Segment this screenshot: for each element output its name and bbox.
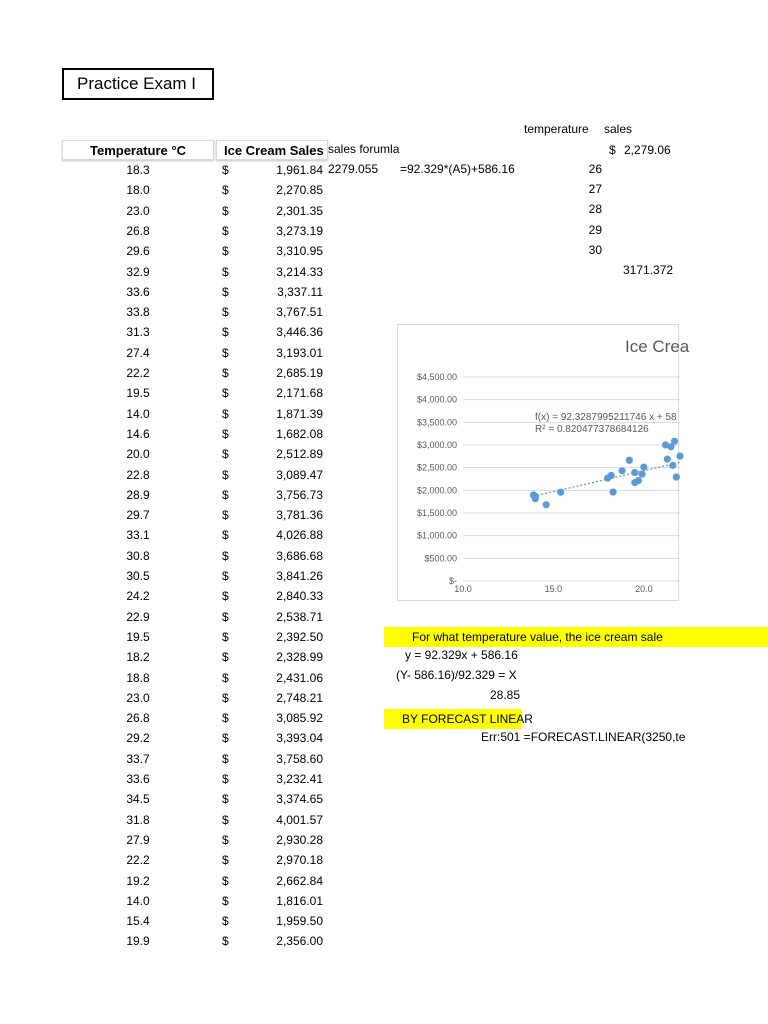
table-row	[0, 485, 340, 505]
prediction-temp-cell[interactable]: 27	[588, 182, 602, 196]
currency-symbol: $	[222, 426, 229, 441]
forecast-highlight[interactable]	[384, 709, 533, 729]
data-point	[669, 462, 676, 469]
temperature-cell[interactable]: 33.6	[126, 284, 150, 299]
temperature-cell[interactable]: 27.4	[126, 345, 150, 360]
currency-symbol: $	[222, 366, 229, 380]
sales-cell[interactable]: 3,686.68	[276, 548, 323, 563]
sales-cell[interactable]: 2,662.84	[276, 873, 323, 888]
temperature-cell[interactable]: 33.7	[126, 751, 150, 766]
currency-symbol: $	[222, 934, 229, 949]
temperature-cell[interactable]: 26.8	[126, 711, 150, 726]
data-point	[638, 471, 645, 478]
currency-symbol: $	[222, 670, 229, 685]
sales-cell[interactable]: 3,393.04	[276, 731, 323, 746]
question-text: For what temperature value, the ice cream sale	[412, 630, 663, 644]
sales-cell[interactable]: 2,431.06	[276, 670, 323, 685]
sales-cell[interactable]: 3,232.41	[276, 772, 323, 786]
temperature-cell[interactable]: 18.3	[126, 163, 150, 177]
table-row	[0, 546, 340, 566]
x-tick-label: 10.0	[454, 584, 472, 594]
forecast-label: BY FORECAST LINEAR	[402, 712, 533, 726]
currency-symbol: $	[222, 264, 229, 279]
currency-symbol: $	[222, 853, 229, 868]
y-tick-label: $3,500.00	[416, 417, 457, 428]
sheet-title[interactable]: Practice Exam I	[62, 68, 214, 100]
currency-symbol: $	[222, 731, 229, 746]
table-row	[0, 789, 340, 809]
data-point	[619, 467, 626, 474]
sales-cell[interactable]: 2,970.18	[276, 853, 323, 868]
table-row	[0, 668, 340, 688]
table-row	[0, 749, 340, 769]
sales-cell[interactable]: 2,930.28	[276, 832, 323, 847]
prediction-temp-cell[interactable]: 28	[588, 202, 602, 216]
sales-cell[interactable]: 3,214.33	[276, 264, 323, 279]
sales-formula-label[interactable]: sales forumla	[328, 142, 400, 156]
temperature-cell[interactable]: 19.2	[126, 873, 150, 888]
currency-symbol: $	[222, 325, 229, 340]
header-temperature[interactable]: Temperature °C	[62, 140, 214, 160]
y-tick-label: $2,000.00	[416, 485, 457, 496]
trendline-r2: R² = 0.820477378684126	[535, 424, 649, 435]
currency-symbol: $	[222, 528, 229, 543]
sales-cell[interactable]: 3,193.01	[276, 345, 323, 360]
currency-symbol: $	[222, 711, 229, 726]
sales-cell[interactable]: 2,392.50	[276, 629, 323, 644]
sales-cell[interactable]: 2,356.00	[276, 934, 323, 949]
currency-symbol: $	[222, 893, 229, 908]
currency-symbol: $	[222, 203, 229, 218]
temperature-cell[interactable]: 14.6	[126, 426, 150, 441]
data-point	[640, 463, 647, 470]
currency-symbol: $	[222, 873, 229, 888]
currency-symbol: $	[222, 244, 229, 259]
sales-cell[interactable]: 4,001.57	[276, 812, 323, 827]
temperature-cell[interactable]: 15.4	[126, 914, 150, 929]
currency-symbol: $	[222, 914, 229, 929]
y-tick-label: $3,000.00	[416, 440, 457, 450]
y-tick-label: $-	[448, 576, 457, 586]
currency-symbol: $	[222, 386, 229, 401]
currency-symbol: $	[222, 629, 229, 644]
temperature-cell[interactable]: 22.2	[126, 853, 150, 868]
data-point	[530, 491, 537, 498]
currency-symbol: $	[222, 163, 229, 177]
sales-cell[interactable]: 2,685.19	[276, 366, 323, 380]
sales-formula-value[interactable]: 2279.055	[328, 162, 379, 176]
forecast-result[interactable]: Err:501 =FORECAST.LINEAR(3250,te	[481, 730, 686, 744]
sales-cell[interactable]: 3,758.60	[276, 751, 323, 766]
sales-cell[interactable]: 3,089.47	[276, 467, 323, 482]
temperature-cell[interactable]: 31.8	[126, 812, 150, 827]
table-row	[0, 607, 340, 627]
temperature-cell[interactable]: 19.5	[126, 386, 150, 401]
currency-symbol: $	[222, 589, 229, 604]
currency-symbol: $	[222, 772, 229, 786]
temperature-cell[interactable]: 26.8	[126, 223, 150, 238]
sales-cell[interactable]: 3,310.95	[276, 244, 323, 259]
table-row	[0, 647, 340, 667]
prediction-temperature-header[interactable]: temperature	[524, 122, 589, 136]
temperature-cell[interactable]: 14.0	[126, 406, 150, 421]
table-row	[0, 262, 340, 282]
question-rearranged[interactable]: (Y- 586.16)/92.329 = X	[396, 668, 517, 682]
prediction-sales-header[interactable]: sales	[604, 122, 633, 136]
sales-cell[interactable]: 2,171.68	[276, 386, 323, 401]
currency-symbol: $	[222, 609, 229, 624]
temperature-cell[interactable]: 29.2	[126, 731, 150, 746]
temperature-cell[interactable]: 34.5	[126, 792, 150, 807]
sales-cell[interactable]: 2,748.21	[276, 690, 323, 705]
currency-symbol: $	[222, 812, 229, 827]
temperature-cell[interactable]: 14.0	[126, 893, 150, 908]
currency-symbol: $	[222, 183, 229, 198]
sales-cell[interactable]: 3,085.92	[276, 711, 323, 726]
data-point	[673, 474, 680, 481]
currency-symbol: $	[222, 487, 229, 502]
table-row	[0, 404, 340, 424]
y-tick-label: $1,000.00	[416, 530, 457, 541]
sales-cell[interactable]: 3,273.19	[276, 223, 323, 238]
temperature-cell[interactable]: 33.6	[126, 772, 150, 786]
table-row	[0, 363, 340, 383]
sales-cell[interactable]: 1,816.01	[276, 893, 323, 908]
table-row	[0, 180, 340, 200]
sales-formula-text[interactable]: =92.329*(A5)+586.16	[400, 162, 515, 176]
currency-symbol: $	[222, 508, 229, 523]
temperature-cell[interactable]: 18.8	[126, 670, 150, 685]
x-tick-label: 20.0	[635, 584, 653, 594]
currency-symbol: $	[222, 467, 229, 482]
data-point	[676, 453, 683, 460]
temperature-cell[interactable]: 28.9	[126, 487, 150, 502]
sales-cell[interactable]: 2,301.35	[276, 203, 323, 218]
sales-cell[interactable]: 2,328.99	[276, 650, 323, 665]
table-row	[0, 931, 340, 951]
table-row	[0, 160, 340, 180]
table-row	[0, 850, 340, 870]
sales-cell[interactable]: 2,840.33	[276, 589, 323, 604]
sales-cell[interactable]: 2,538.71	[276, 609, 323, 624]
currency-symbol: $	[222, 406, 229, 421]
table-row	[0, 424, 340, 444]
y-tick-label: $500.00	[424, 553, 457, 564]
prediction-temp-cell[interactable]: 29	[588, 223, 602, 237]
prediction-sales-value[interactable]: 2,279.06	[624, 143, 671, 157]
temperature-cell[interactable]: 24.2	[126, 589, 150, 604]
data-point	[543, 501, 550, 508]
table-row	[0, 221, 340, 241]
y-tick-label: $4,000.00	[416, 394, 457, 405]
table-row	[0, 505, 340, 525]
table-row	[0, 830, 340, 850]
sales-cell[interactable]: 3,446.36	[276, 325, 323, 340]
data-point	[626, 457, 633, 464]
table-row	[0, 465, 340, 485]
table-row	[0, 688, 340, 708]
table-row	[0, 343, 340, 363]
table-row	[0, 911, 340, 931]
table-row	[0, 566, 340, 586]
temperature-cell[interactable]: 32.9	[126, 264, 150, 279]
scatter-chart[interactable]	[397, 324, 690, 601]
currency-symbol: $	[222, 284, 229, 299]
temperature-cell[interactable]: 30.5	[126, 569, 150, 583]
question-equation[interactable]: y = 92.329x + 586.16	[405, 648, 518, 662]
temperature-cell[interactable]: 18.2	[126, 650, 150, 665]
temperature-cell[interactable]: 18.0	[126, 183, 150, 198]
table-row	[0, 871, 340, 891]
temperature-cell[interactable]: 20.0	[126, 447, 150, 462]
currency-symbol: $	[222, 690, 229, 705]
table-row	[0, 728, 340, 748]
table-row	[0, 891, 340, 911]
prediction-temp-cell[interactable]: 30	[588, 243, 602, 257]
table-row	[0, 444, 340, 464]
y-tick-label: $1,500.00	[416, 508, 457, 518]
sales-cell[interactable]: 3,841.26	[276, 569, 323, 583]
temperature-cell[interactable]: 19.9	[126, 934, 150, 949]
header-ice-cream-sales[interactable]: Ice Cream Sales	[216, 140, 328, 160]
sales-cell[interactable]: 1,871.39	[276, 406, 323, 421]
data-point	[635, 477, 642, 484]
question-answer[interactable]: 28.85	[490, 688, 521, 702]
data-point	[609, 488, 616, 495]
data-point	[662, 441, 669, 448]
x-tick-label: 15.0	[544, 584, 563, 594]
trendline-equation: f(x) = 92.3287995211746 x + 58	[535, 412, 677, 423]
currency-symbol: $	[222, 792, 229, 807]
table-row	[0, 241, 340, 261]
temperature-cell[interactable]: 23.0	[126, 690, 150, 705]
temperature-cell[interactable]: 23.0	[126, 203, 150, 218]
prediction-sales-dollar: $	[609, 143, 616, 157]
currency-symbol: $	[222, 305, 229, 320]
sales-cell[interactable]: 3,781.36	[276, 508, 323, 523]
table-row	[0, 769, 340, 789]
table-row	[0, 322, 340, 342]
sales-cell[interactable]: 3,374.65	[276, 792, 323, 807]
prediction-temp-cell[interactable]: 26	[588, 162, 602, 176]
sales-cell[interactable]: 2,512.89	[276, 447, 323, 462]
chart-title: Ice Crea	[625, 337, 690, 356]
currency-symbol: $	[222, 569, 229, 583]
sales-cell[interactable]: 1,959.50	[276, 914, 323, 929]
currency-symbol: $	[222, 223, 229, 238]
temperature-cell[interactable]: 30.8	[126, 548, 150, 563]
table-row	[0, 525, 340, 545]
currency-symbol: $	[222, 751, 229, 766]
currency-symbol: $	[222, 650, 229, 665]
y-tick-label: $4,500.00	[416, 372, 457, 382]
table-row	[0, 810, 340, 830]
sales-cell[interactable]: 3,337.11	[277, 284, 323, 299]
temperature-cell[interactable]: 33.1	[126, 528, 150, 543]
currency-symbol: $	[222, 832, 229, 847]
sales-cell[interactable]: 1,682.08	[276, 426, 323, 441]
table-row	[0, 627, 340, 647]
sales-cell[interactable]: 2,270.85	[276, 183, 323, 198]
data-point	[631, 469, 638, 476]
temperature-cell[interactable]: 31.3	[126, 325, 150, 340]
temperature-cell[interactable]: 29.6	[126, 244, 150, 259]
temperature-cell[interactable]: 22.8	[126, 467, 150, 482]
table-row	[0, 586, 340, 606]
temperature-cell[interactable]: 22.2	[126, 366, 150, 380]
currency-symbol: $	[222, 345, 229, 360]
table-row	[0, 282, 340, 302]
y-tick-label: $2,500.00	[416, 462, 457, 473]
prediction-result[interactable]: 3171.372	[623, 263, 674, 277]
currency-symbol: $	[222, 447, 229, 462]
data-point	[664, 456, 671, 463]
temperature-cell[interactable]: 29.7	[126, 508, 150, 523]
sales-cell[interactable]: 1,961.84	[276, 163, 323, 177]
temperature-cell[interactable]: 27.9	[126, 832, 150, 847]
temperature-cell[interactable]: 22.9	[126, 609, 150, 624]
temperature-cell[interactable]: 33.8	[126, 305, 150, 320]
table-row	[0, 302, 340, 322]
sales-cell[interactable]: 3,756.73	[276, 487, 323, 502]
table-row	[0, 708, 340, 728]
currency-symbol: $	[222, 548, 229, 563]
question-highlight[interactable]	[384, 627, 768, 647]
table-row	[0, 383, 340, 403]
sales-cell[interactable]: 3,767.51	[276, 305, 323, 320]
table-row	[0, 201, 340, 221]
temperature-cell[interactable]: 19.5	[126, 629, 150, 644]
chart-plot	[398, 325, 680, 602]
data-point	[557, 489, 564, 496]
data-point	[608, 472, 615, 479]
sales-cell[interactable]: 4,026.88	[276, 528, 323, 543]
